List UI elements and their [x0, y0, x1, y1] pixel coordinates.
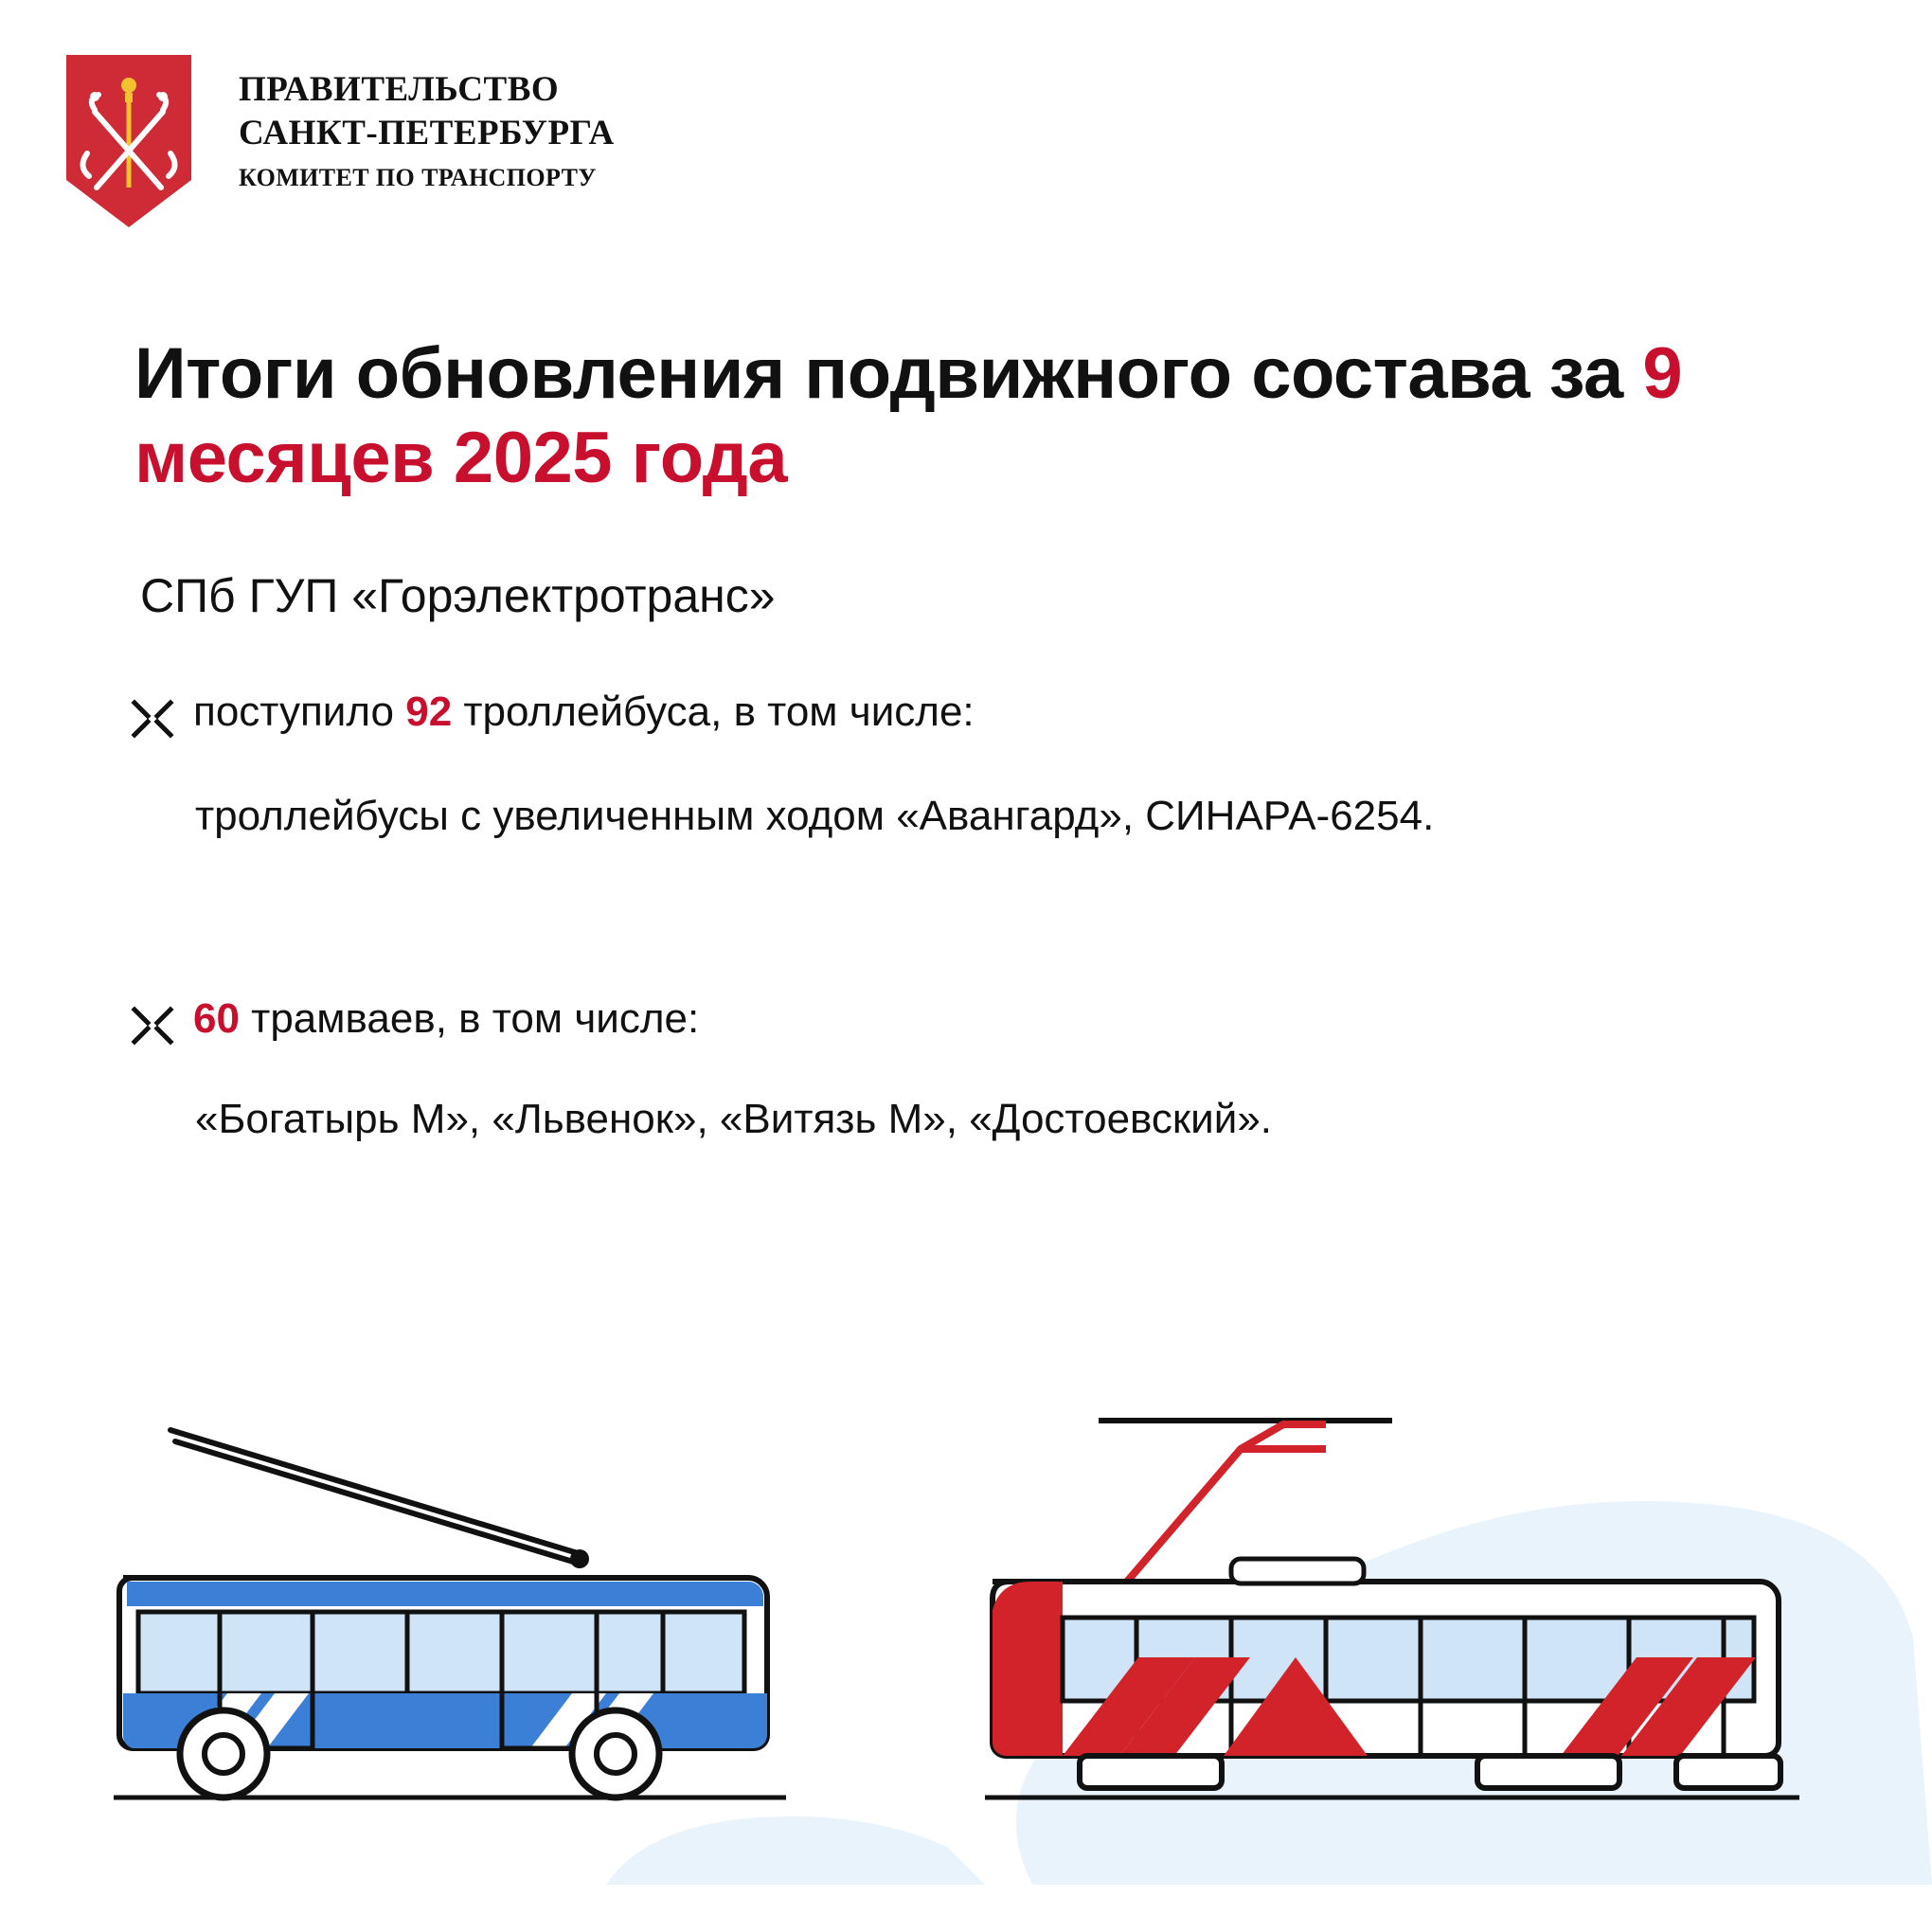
bullet-text-trolleybuses — [193, 684, 975, 740]
page-title-main: Итоги обновления подвижного состава за — [134, 332, 1643, 414]
vehicles-illustration — [0, 1392, 1932, 1932]
bullet-item-trolleybuses — [131, 684, 1798, 741]
bullet-detail-trolleybuses: троллейбусы с увеличенным ходом «Авангард», СИНАРА-6254. — [195, 793, 1435, 839]
bullet-tail: трамваев, в том числе: — [239, 995, 700, 1042]
bullet-number: 92 — [405, 689, 453, 735]
organization-name — [239, 55, 615, 192]
org-line-city: САНКТ-ПЕТЕРБУРГА — [239, 114, 615, 153]
section-subtitle: СПб ГУП «Горэлектротранс» — [140, 569, 776, 622]
tram-illustration — [985, 1421, 1799, 1798]
bullet-number: 60 — [193, 995, 240, 1042]
bullet-item-trams — [131, 991, 1798, 1047]
org-line-government: ПРАВИТЕЛЬСТВО — [239, 70, 560, 109]
bullet-text-trams — [193, 991, 699, 1046]
cross-bullet-icon — [131, 697, 174, 741]
org-line-committee: КОМИТЕТ ПО ТРАНСПОРТУ — [239, 163, 597, 191]
spb-coat-of-arms — [66, 55, 191, 227]
header — [66, 55, 615, 227]
bullet-tail: троллейбуса, в том числе: — [452, 689, 975, 735]
trolleybus-illustration — [114, 1430, 786, 1798]
page-title — [134, 332, 1726, 501]
bullet-lead: поступило — [193, 689, 406, 735]
cross-bullet-icon — [131, 1004, 174, 1047]
page-title-accent: 9 месяцев 2025 года — [134, 332, 1683, 498]
bullet-detail-trams: «Богатырь М», «Львенок», «Витязь М», «Достоевский». — [195, 1096, 1273, 1142]
